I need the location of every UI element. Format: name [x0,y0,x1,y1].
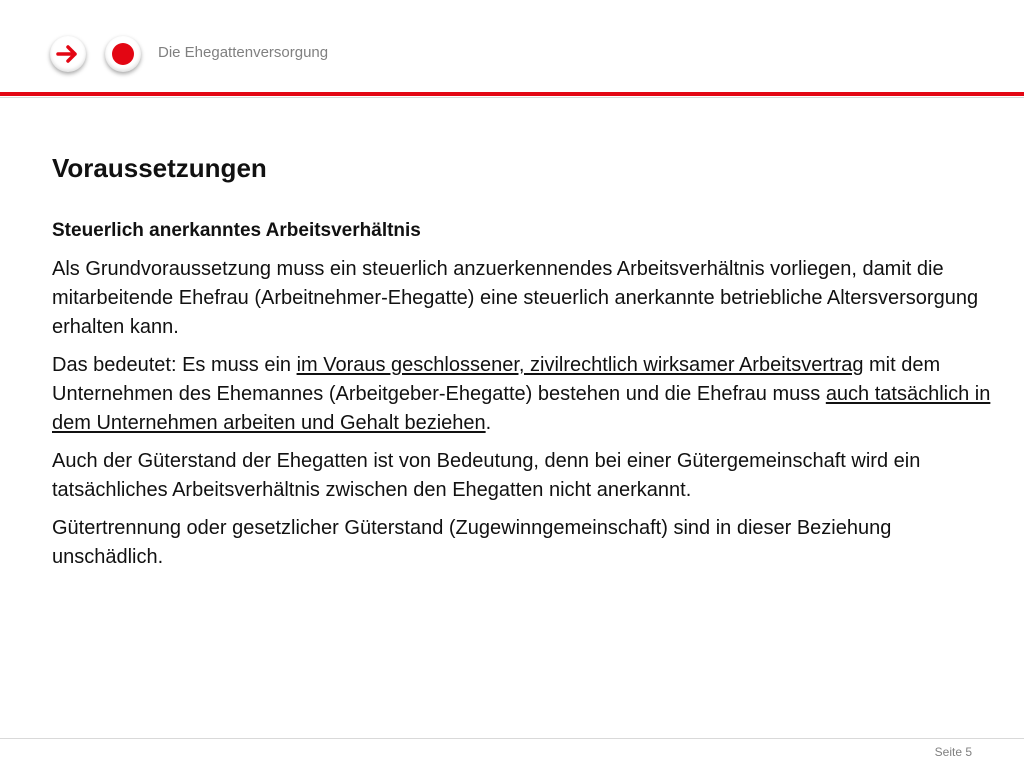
paragraph-2-text-3: . [485,412,492,434]
paragraph-4: Gütertrennung oder gesetzlicher Güterstand (Zugewinngemeinschaft) sind in dieser Beziehung unschädlich. [52,517,892,568]
paragraph-2-underline-2: auch tatsächlich in dem Unternehmen arbeiten und Gehalt beziehen [52,383,991,434]
header-title: Die Ehegattenversorgung [158,44,329,61]
header-grey-rule [0,97,1024,98]
footer-rule [0,738,1024,739]
slide-subtitle: Steuerlich anerkanntes Arbeitsverhältnis [52,220,421,241]
paragraph-2-text-1: Das bedeutet: Es muss ein [52,354,297,376]
arrow-right-icon [50,36,86,72]
red-dot [112,43,134,65]
paragraph-2-text-2: mit dem Unternehmen des Ehemannes (Arbeitgeber-Ehegatte) bestehen und die Ehefrau muss [52,354,941,405]
slide-content [52,216,992,581]
paragraph-1: Als Grundvoraussetzung muss ein steuerlich anzuerkennendes Arbeitsverhältnis vorliegen, damit die mitarbeitende Ehefrau (Arbeitnehmer-Ehegatte) eine steuerlich anerkannte betriebliche Altersversorgung erhalten kann. [52,258,979,338]
paragraph-2 [52,351,992,438]
header-red-rule [0,92,1024,96]
paragraph-3: Auch der Güterstand der Ehegatten ist von Bedeutung, denn bei einer Gütergemeinschaft wird ein tatsächliches Arbeitsverhältnis zwischen den Ehegatten nicht anerkannt. [52,450,921,501]
page-number: Seite 5 [934,745,972,759]
paragraph-2-underline-1: im Voraus geschlossener, zivilrechtlich wirksamer Arbeitsvertrag [296,354,864,376]
red-dot-icon [105,36,141,72]
arrow-right-glyph [56,44,80,64]
slide-title: Voraussetzungen [52,153,267,183]
